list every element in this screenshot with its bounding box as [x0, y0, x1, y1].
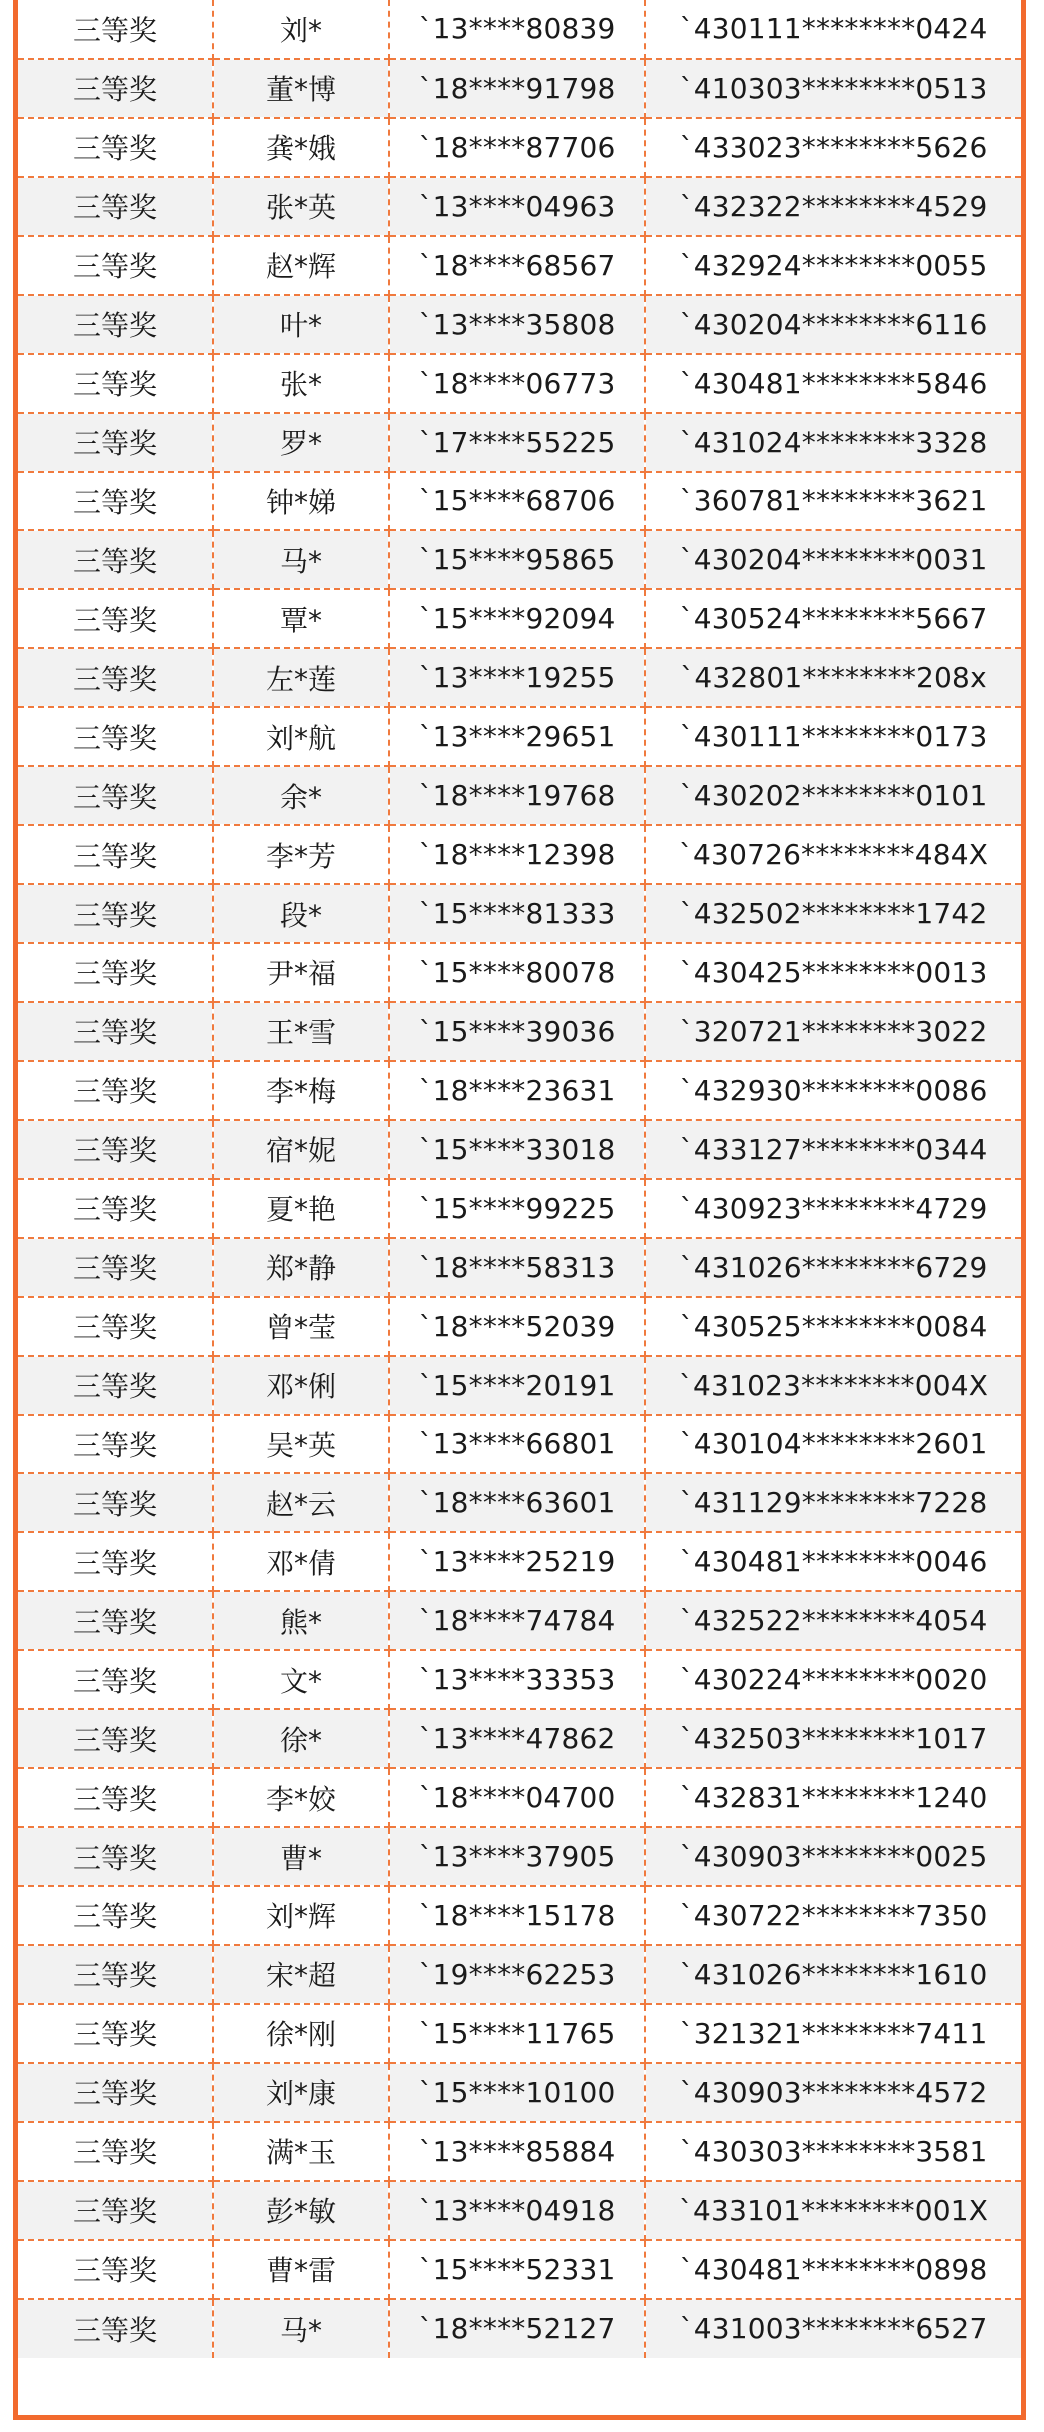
phone-cell: `18****74784 — [389, 1591, 645, 1650]
name-cell: 曹*雷 — [213, 2240, 389, 2299]
table-row — [18, 884, 1021, 943]
name-cell: 曹* — [213, 1827, 389, 1886]
name-cell: 熊* — [213, 1591, 389, 1650]
id-number-cell: `432924********0055 — [645, 236, 1021, 295]
phone-cell: `18****19768 — [389, 766, 645, 825]
id-number-cell: `433101********001X — [645, 2181, 1021, 2240]
name-cell: 叶* — [213, 295, 389, 354]
prize-cell: 三等奖 — [18, 2181, 213, 2240]
phone-cell: `18****87706 — [389, 118, 645, 177]
phone-cell: `18****63601 — [389, 1473, 645, 1532]
table-row — [18, 2299, 1021, 2358]
id-number-cell: `432831********1240 — [645, 1768, 1021, 1827]
phone-cell: `15****80078 — [389, 943, 645, 1002]
prize-cell: 三等奖 — [18, 1120, 213, 1179]
table-row — [18, 1473, 1021, 1532]
id-number-cell: `431023********004X — [645, 1356, 1021, 1415]
name-cell: 钟*娣 — [213, 472, 389, 531]
name-cell: 龚*娥 — [213, 118, 389, 177]
name-cell: 徐*刚 — [213, 2004, 389, 2063]
id-number-cell: `430903********0025 — [645, 1827, 1021, 1886]
id-number-cell: `431024********3328 — [645, 413, 1021, 472]
id-number-cell: `430204********6116 — [645, 295, 1021, 354]
id-number-cell: `431026********6729 — [645, 1238, 1021, 1297]
table-row — [18, 1945, 1021, 2004]
prize-cell: 三等奖 — [18, 354, 213, 413]
phone-cell: `13****33353 — [389, 1650, 645, 1709]
phone-cell: `18****04700 — [389, 1768, 645, 1827]
table-row — [18, 2240, 1021, 2299]
prize-cell: 三等奖 — [18, 2122, 213, 2181]
prize-cell: 三等奖 — [18, 1532, 213, 1591]
phone-cell: `15****20191 — [389, 1356, 645, 1415]
prize-cell: 三等奖 — [18, 118, 213, 177]
prize-cell: 三等奖 — [18, 1591, 213, 1650]
name-cell: 刘*辉 — [213, 1886, 389, 1945]
id-number-cell: `430204********0031 — [645, 530, 1021, 589]
id-number-cell: `430525********0084 — [645, 1297, 1021, 1356]
name-cell: 李*芳 — [213, 825, 389, 884]
winners-table-frame — [13, 0, 1026, 2420]
id-number-cell: `430303********3581 — [645, 2122, 1021, 2181]
phone-cell: `18****15178 — [389, 1886, 645, 1945]
prize-cell: 三等奖 — [18, 1297, 213, 1356]
table-row — [18, 1415, 1021, 1474]
name-cell: 邓*俐 — [213, 1356, 389, 1415]
table-row — [18, 707, 1021, 766]
prize-cell: 三等奖 — [18, 1886, 213, 1945]
table-row — [18, 1179, 1021, 1238]
id-number-cell: `432502********1742 — [645, 884, 1021, 943]
phone-cell: `15****39036 — [389, 1002, 645, 1061]
name-cell: 段* — [213, 884, 389, 943]
id-number-cell: `432522********4054 — [645, 1591, 1021, 1650]
prize-cell: 三等奖 — [18, 1415, 213, 1474]
phone-cell: `18****91798 — [389, 59, 645, 118]
prize-cell: 三等奖 — [18, 1002, 213, 1061]
prize-cell: 三等奖 — [18, 1650, 213, 1709]
id-number-cell: `432801********208x — [645, 648, 1021, 707]
id-number-cell: `430726********484X — [645, 825, 1021, 884]
id-number-cell: `430923********4729 — [645, 1179, 1021, 1238]
phone-cell: `18****06773 — [389, 354, 645, 413]
table-row — [18, 2181, 1021, 2240]
name-cell: 郑*静 — [213, 1238, 389, 1297]
name-cell: 宿*妮 — [213, 1120, 389, 1179]
table-row — [18, 589, 1021, 648]
phone-cell: `18****58313 — [389, 1238, 645, 1297]
id-number-cell: `430202********0101 — [645, 766, 1021, 825]
id-number-cell: `360781********3621 — [645, 472, 1021, 531]
table-row — [18, 1238, 1021, 1297]
table-row — [18, 1356, 1021, 1415]
name-cell: 刘* — [213, 0, 389, 59]
table-row — [18, 530, 1021, 589]
prize-cell: 三等奖 — [18, 1945, 213, 2004]
id-number-cell: `430224********0020 — [645, 1650, 1021, 1709]
id-number-cell: `433023********5626 — [645, 118, 1021, 177]
prize-cell: 三等奖 — [18, 1827, 213, 1886]
id-number-cell: `432503********1017 — [645, 1709, 1021, 1768]
name-cell: 左*莲 — [213, 648, 389, 707]
prize-cell: 三等奖 — [18, 884, 213, 943]
prize-cell: 三等奖 — [18, 707, 213, 766]
prize-cell: 三等奖 — [18, 1473, 213, 1532]
winners-table-body — [18, 0, 1021, 2358]
prize-cell: 三等奖 — [18, 825, 213, 884]
prize-cell: 三等奖 — [18, 2004, 213, 2063]
phone-cell: `18****52127 — [389, 2299, 645, 2358]
name-cell: 宋*超 — [213, 1945, 389, 2004]
id-number-cell: `430481********5846 — [645, 354, 1021, 413]
id-number-cell: `320721********3022 — [645, 1002, 1021, 1061]
table-row — [18, 472, 1021, 531]
name-cell: 余* — [213, 766, 389, 825]
phone-cell: `18****52039 — [389, 1297, 645, 1356]
name-cell: 吴*英 — [213, 1415, 389, 1474]
prize-cell: 三等奖 — [18, 1768, 213, 1827]
phone-cell: `15****33018 — [389, 1120, 645, 1179]
name-cell: 彭*敏 — [213, 2181, 389, 2240]
phone-cell: `15****68706 — [389, 472, 645, 531]
name-cell: 文* — [213, 1650, 389, 1709]
table-row — [18, 825, 1021, 884]
prize-cell: 三等奖 — [18, 1238, 213, 1297]
prize-cell: 三等奖 — [18, 766, 213, 825]
table-row — [18, 1827, 1021, 1886]
prize-cell: 三等奖 — [18, 2240, 213, 2299]
name-cell: 赵*辉 — [213, 236, 389, 295]
table-row — [18, 2063, 1021, 2122]
name-cell: 满*玉 — [213, 2122, 389, 2181]
prize-cell: 三等奖 — [18, 59, 213, 118]
id-number-cell: `430111********0424 — [645, 0, 1021, 59]
table-row — [18, 648, 1021, 707]
table-row — [18, 1120, 1021, 1179]
prize-cell: 三等奖 — [18, 177, 213, 236]
id-number-cell: `432930********0086 — [645, 1061, 1021, 1120]
name-cell: 夏*艳 — [213, 1179, 389, 1238]
name-cell: 罗* — [213, 413, 389, 472]
table-row — [18, 177, 1021, 236]
id-number-cell: `430425********0013 — [645, 943, 1021, 1002]
name-cell: 刘*康 — [213, 2063, 389, 2122]
table-row — [18, 0, 1021, 59]
name-cell: 曾*莹 — [213, 1297, 389, 1356]
id-number-cell: `431003********6527 — [645, 2299, 1021, 2358]
prize-cell: 三等奖 — [18, 1179, 213, 1238]
table-row — [18, 1886, 1021, 1945]
table-row — [18, 943, 1021, 1002]
id-number-cell: `430524********5667 — [645, 589, 1021, 648]
phone-cell: `15****10100 — [389, 2063, 645, 2122]
phone-cell: `13****04963 — [389, 177, 645, 236]
phone-cell: `13****19255 — [389, 648, 645, 707]
phone-cell: `19****62253 — [389, 1945, 645, 2004]
phone-cell: `18****23631 — [389, 1061, 645, 1120]
id-number-cell: `410303********0513 — [645, 59, 1021, 118]
prize-cell: 三等奖 — [18, 295, 213, 354]
phone-cell: `13****29651 — [389, 707, 645, 766]
phone-cell: `13****04918 — [389, 2181, 645, 2240]
table-row — [18, 1768, 1021, 1827]
phone-cell: `13****85884 — [389, 2122, 645, 2181]
prize-cell: 三等奖 — [18, 236, 213, 295]
table-row — [18, 1297, 1021, 1356]
table-row — [18, 1061, 1021, 1120]
table-row — [18, 1532, 1021, 1591]
name-cell: 赵*云 — [213, 1473, 389, 1532]
prize-cell: 三等奖 — [18, 530, 213, 589]
prize-cell: 三等奖 — [18, 2063, 213, 2122]
id-number-cell: `430903********4572 — [645, 2063, 1021, 2122]
phone-cell: `15****99225 — [389, 1179, 645, 1238]
table-row — [18, 354, 1021, 413]
prize-cell: 三等奖 — [18, 1356, 213, 1415]
phone-cell: `15****95865 — [389, 530, 645, 589]
name-cell: 张*英 — [213, 177, 389, 236]
id-number-cell: `432322********4529 — [645, 177, 1021, 236]
phone-cell: `13****80839 — [389, 0, 645, 59]
id-number-cell: `430104********2601 — [645, 1415, 1021, 1474]
phone-cell: `13****37905 — [389, 1827, 645, 1886]
prize-cell: 三等奖 — [18, 589, 213, 648]
table-row — [18, 2122, 1021, 2181]
id-number-cell: `431129********7228 — [645, 1473, 1021, 1532]
prize-cell: 三等奖 — [18, 943, 213, 1002]
prize-cell: 三等奖 — [18, 648, 213, 707]
table-row — [18, 1002, 1021, 1061]
table-row — [18, 118, 1021, 177]
phone-cell: `13****66801 — [389, 1415, 645, 1474]
name-cell: 李*姣 — [213, 1768, 389, 1827]
name-cell: 马* — [213, 530, 389, 589]
phone-cell: `13****47862 — [389, 1709, 645, 1768]
table-row — [18, 295, 1021, 354]
name-cell: 徐* — [213, 1709, 389, 1768]
name-cell: 李*梅 — [213, 1061, 389, 1120]
name-cell: 邓*倩 — [213, 1532, 389, 1591]
table-row — [18, 2004, 1021, 2063]
prize-cell: 三等奖 — [18, 0, 213, 59]
phone-cell: `13****25219 — [389, 1532, 645, 1591]
name-cell: 尹*福 — [213, 943, 389, 1002]
phone-cell: `15****52331 — [389, 2240, 645, 2299]
prize-cell: 三等奖 — [18, 1061, 213, 1120]
winners-table — [18, 0, 1021, 2358]
prize-cell: 三等奖 — [18, 1709, 213, 1768]
name-cell: 董*博 — [213, 59, 389, 118]
name-cell: 王*雪 — [213, 1002, 389, 1061]
phone-cell: `15****81333 — [389, 884, 645, 943]
table-row — [18, 1709, 1021, 1768]
phone-cell: `13****35808 — [389, 295, 645, 354]
phone-cell: `18****68567 — [389, 236, 645, 295]
prize-cell: 三等奖 — [18, 472, 213, 531]
name-cell: 覃* — [213, 589, 389, 648]
id-number-cell: `430111********0173 — [645, 707, 1021, 766]
id-number-cell: `430481********0046 — [645, 1532, 1021, 1591]
prize-cell: 三等奖 — [18, 2299, 213, 2358]
prize-cell: 三等奖 — [18, 413, 213, 472]
table-row — [18, 413, 1021, 472]
phone-cell: `15****11765 — [389, 2004, 645, 2063]
name-cell: 马* — [213, 2299, 389, 2358]
table-row — [18, 59, 1021, 118]
name-cell: 张* — [213, 354, 389, 413]
id-number-cell: `431026********1610 — [645, 1945, 1021, 2004]
phone-cell: `18****12398 — [389, 825, 645, 884]
id-number-cell: `433127********0344 — [645, 1120, 1021, 1179]
table-row — [18, 236, 1021, 295]
table-row — [18, 1650, 1021, 1709]
phone-cell: `15****92094 — [389, 589, 645, 648]
phone-cell: `17****55225 — [389, 413, 645, 472]
table-row — [18, 766, 1021, 825]
name-cell: 刘*航 — [213, 707, 389, 766]
id-number-cell: `430722********7350 — [645, 1886, 1021, 1945]
table-row — [18, 1591, 1021, 1650]
id-number-cell: `430481********0898 — [645, 2240, 1021, 2299]
id-number-cell: `321321********7411 — [645, 2004, 1021, 2063]
